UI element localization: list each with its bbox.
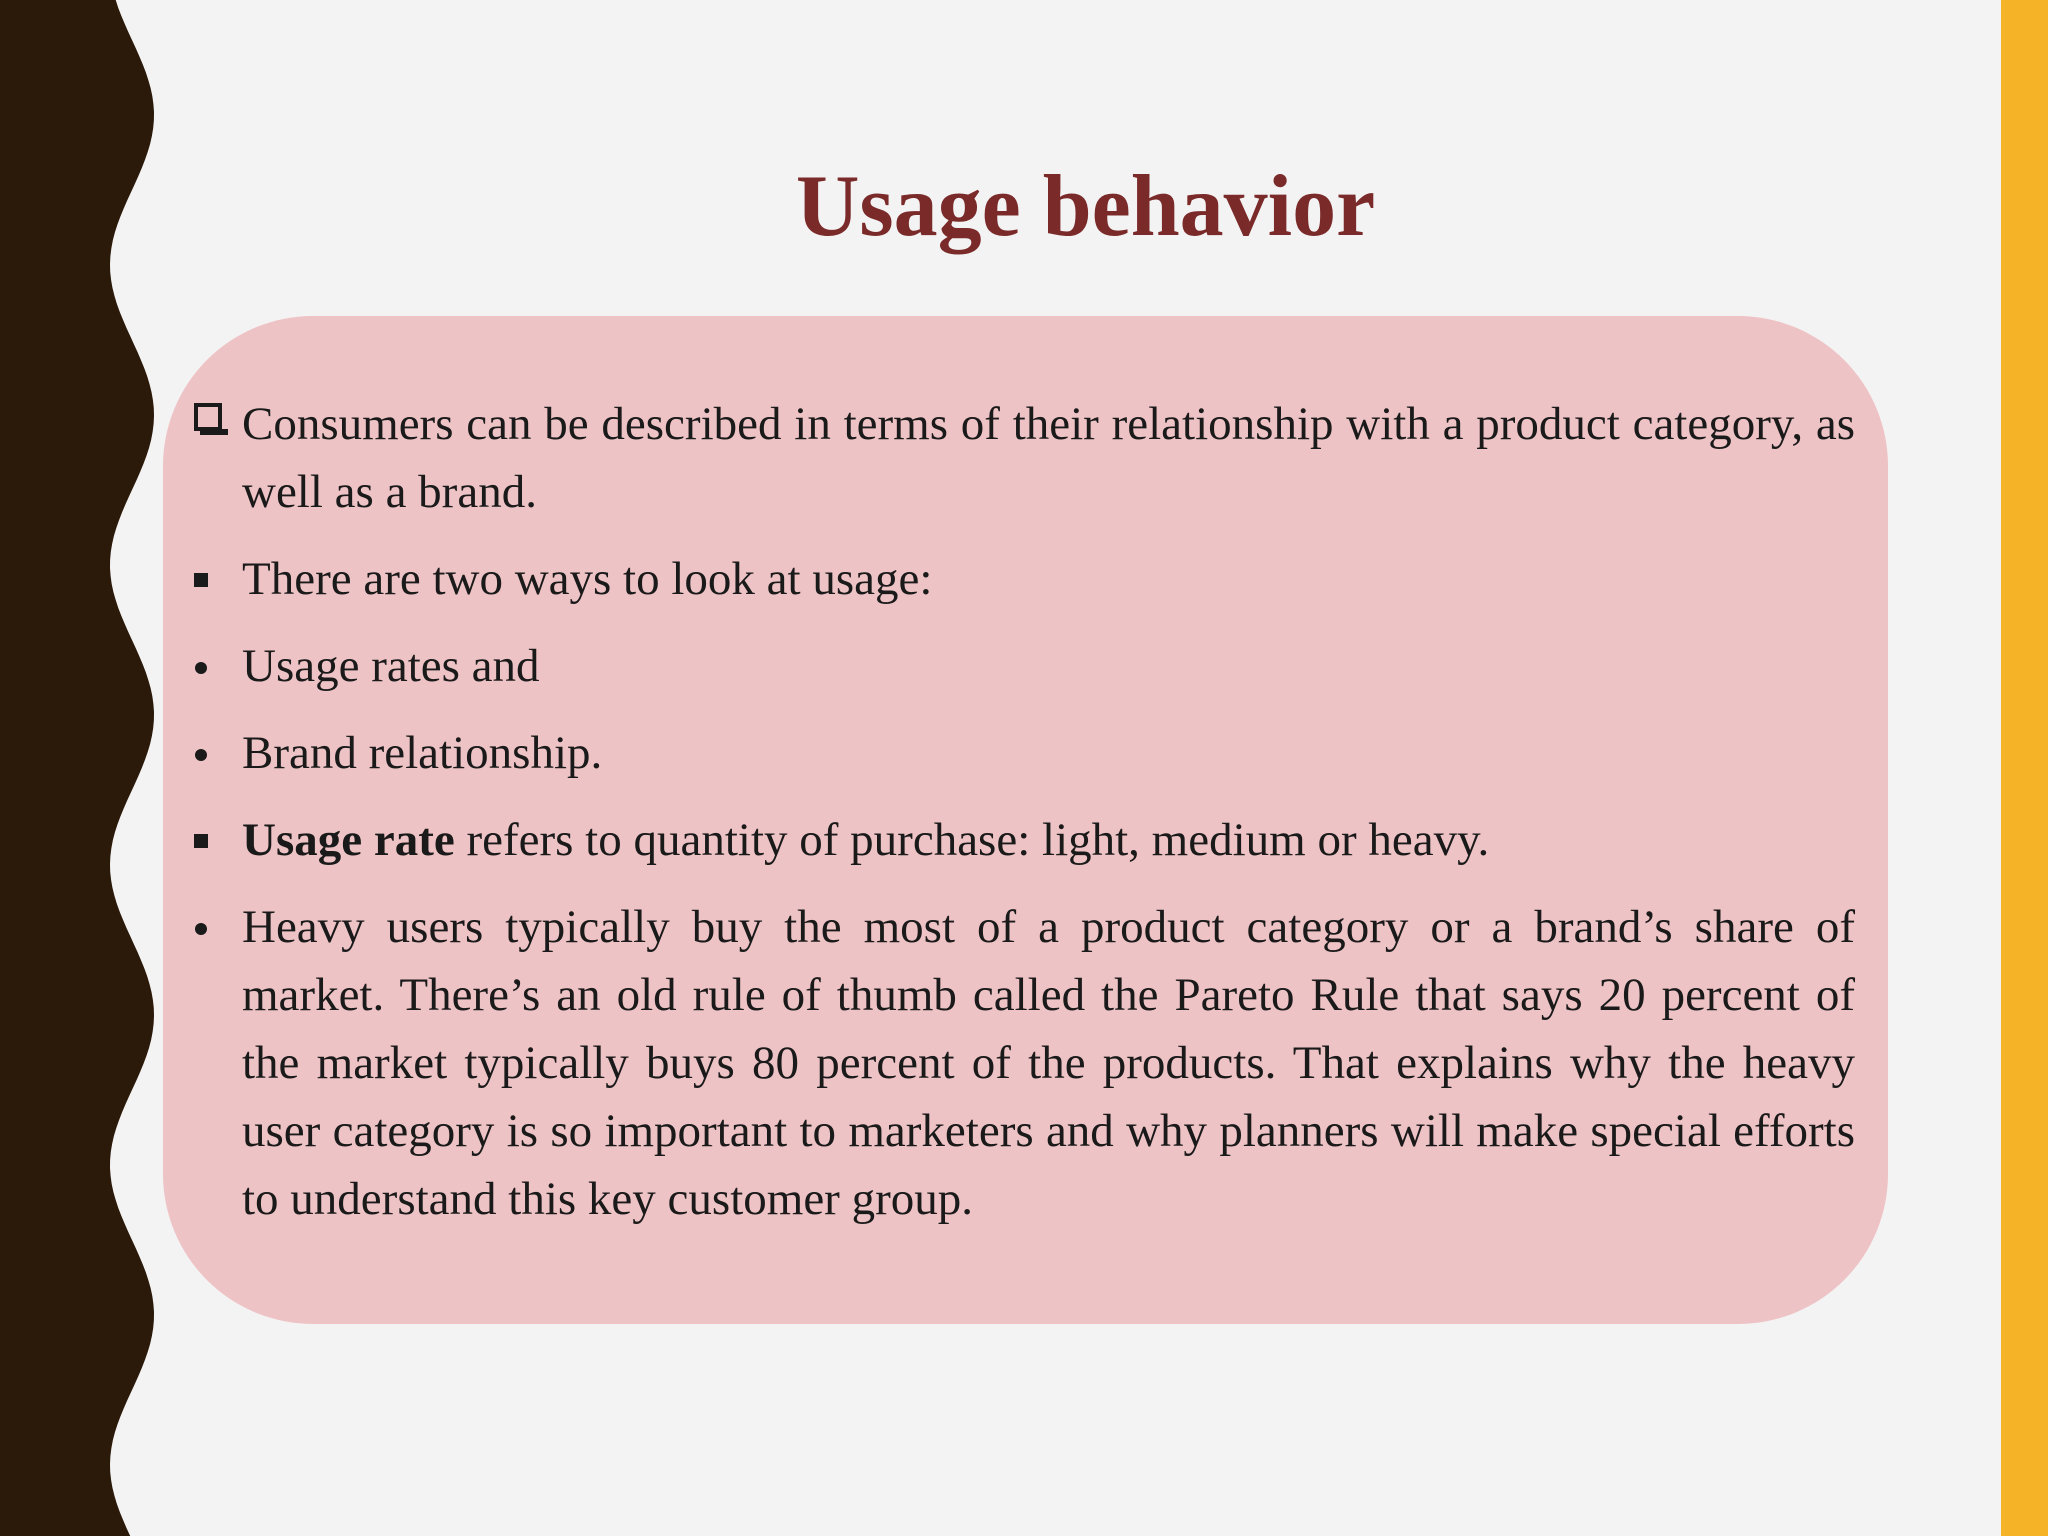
dot-bullet-icon [190, 632, 230, 700]
item-text: refers to quantity of purchase: light, medium or heavy. [454, 814, 1490, 866]
list-item [190, 806, 1855, 874]
item-text: Usage rates and [242, 640, 540, 692]
item-text: Heavy users typically buy the most of a product category or a brand’s share of market. There’s an old rule of thumb called the Pareto Rule that says 20 percent of the market typically buys 80 percent of the products. That explains why the heavy user category is so important to marketers and why planners will make special efforts to understand this key customer group. [242, 901, 1855, 1225]
item-bold-term: Usage rate [242, 814, 455, 866]
hollow-square-bullet-icon [190, 390, 230, 458]
list-item [190, 719, 1855, 787]
list-item [190, 545, 1855, 613]
item-text: There are two ways to look at usage: [242, 553, 933, 605]
item-text: Consumers can be described in terms of their relationship with a product category, as well as a brand. [242, 398, 1855, 518]
dot-bullet-icon [190, 893, 230, 961]
list-item [190, 632, 1855, 700]
square-bullet-icon [190, 545, 230, 613]
bullet-list [190, 390, 1855, 1252]
square-bullet-icon [190, 806, 230, 874]
item-text: Brand relationship. [242, 727, 603, 779]
dot-bullet-icon [190, 719, 230, 787]
right-accent-bar [2001, 0, 2048, 1536]
slide-title: Usage behavior [795, 157, 1376, 255]
list-item [190, 390, 1855, 526]
list-item [190, 893, 1855, 1233]
